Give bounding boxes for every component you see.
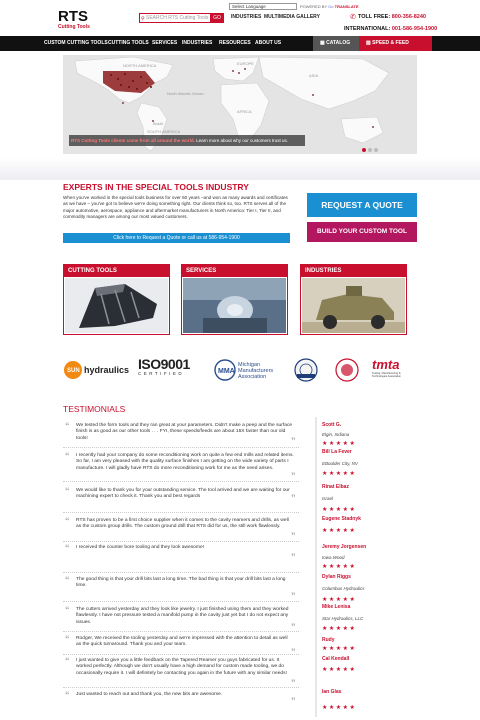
quote-open-icon: “ xyxy=(65,605,70,615)
star-rating: ★★★★★ xyxy=(322,507,357,513)
testimonial-text: RTS has proven to be a first choice supplier when it comes to the cavity reamers and drills, as well as the custom group drills. The custom ground drill that RTS did for us, the still work flawlessly. xyxy=(76,518,289,530)
quote-open-icon: “ xyxy=(65,451,70,461)
mma-line1: Michigan xyxy=(238,362,261,368)
star-rating: ★★★★★ xyxy=(322,471,357,477)
tile-industries-label: INDUSTRIES xyxy=(301,265,406,277)
tile-cutting-tools-label: CUTTING TOOLS xyxy=(64,265,169,277)
star-rating: ★★★★★ xyxy=(322,528,357,534)
quote-open-icon: “ xyxy=(65,690,70,700)
quote-close-icon: ” xyxy=(291,678,296,688)
seal-1-mark xyxy=(292,357,320,383)
sun-hydraulics-logo xyxy=(63,357,131,383)
quote-close-icon: ” xyxy=(291,591,296,601)
testimonial-author-name: Eugene Stadnyk xyxy=(322,516,361,522)
search-go-button[interactable]: GO xyxy=(210,13,224,23)
tmta-logo xyxy=(372,357,416,383)
testimonial-separator xyxy=(63,481,299,482)
map-label-asia: ASIA xyxy=(309,73,319,78)
testimonial-separator xyxy=(63,541,299,542)
mma-line2: Manufacturers xyxy=(238,368,274,374)
star-rating: ★★★★★ xyxy=(322,667,357,673)
testimonial-author-name: Scott G. xyxy=(322,422,342,428)
tile-industries[interactable] xyxy=(300,264,407,335)
tile-services[interactable] xyxy=(181,264,288,335)
star-rating: ★★★★★ xyxy=(322,705,357,711)
build-custom-tool-button[interactable]: BUILD YOUR CUSTOM TOOL xyxy=(307,222,417,242)
quote-open-icon: “ xyxy=(65,516,70,526)
seal-logo-1 xyxy=(292,357,320,383)
powered-by-translate: POWERED BY Go TRANSLATE xyxy=(300,4,359,9)
star-rating: ★★★★★ xyxy=(322,441,357,447)
header-link-industries[interactable]: INDUSTRIES xyxy=(231,14,262,20)
services-graphic xyxy=(183,278,286,333)
map-caption-b: Learn more about why our customers trust us. xyxy=(196,138,288,143)
svg-text:SUN: SUN xyxy=(67,368,80,374)
star-rating: ★★★★★ xyxy=(322,564,357,570)
testimonial-author-name: Cal Kendall xyxy=(322,656,350,662)
iso-9001-logo xyxy=(138,357,204,383)
nav-services[interactable]: SERVICES xyxy=(152,40,178,46)
calculator-icon: ▧ xyxy=(366,40,373,46)
testimonial-text: The cutters arrived yesterday and they look like jewelry. I just finished using them and they worked flawlessly. I have not pressure tested a manifold pump in the cavity just yet but I do not expect any issues. xyxy=(76,607,289,625)
quote-close-icon: ” xyxy=(291,552,296,562)
request-quote-call-bar[interactable]: Click here to Request a Quote or call us at 586-954-1900 xyxy=(63,233,290,243)
map-label-europe: EUROPE xyxy=(237,61,254,66)
testimonial-text: The good thing is that your drill bits last a long time. The bad thing is that your drill bits last a long time. xyxy=(76,577,286,589)
testimonial-author-name: Mike Lenisa xyxy=(322,604,351,610)
testimonial-text: We tested the form tools and they ran great at your parameters. Didn't make a peep and the surface finish is as good as our other tools . . . FYI, these speeds/feeds are about 15X faster than our old tools! xyxy=(76,423,293,441)
testimonial-separator xyxy=(63,654,299,655)
map-caption-a: RTS Cutting Tools clients come from all around the world. xyxy=(71,138,195,143)
header-link-multimedia[interactable]: MULTIMEDIA GALLERY xyxy=(264,14,320,20)
quote-open-icon: “ xyxy=(65,543,70,553)
quote-close-icon: ” xyxy=(291,436,296,446)
star-rating: ★★★★★ xyxy=(322,646,357,652)
nav-about-us[interactable]: ABOUT US xyxy=(255,40,282,46)
mma-mark xyxy=(214,357,276,383)
testimonial-author-company: EBoulder City, NV xyxy=(322,461,358,466)
cutting-tool-image xyxy=(65,278,168,333)
sun-hydraulics-mark xyxy=(63,357,131,383)
map-label-brazil: Brazil xyxy=(153,121,164,126)
rts-logo[interactable] xyxy=(58,10,98,30)
mma-logo xyxy=(214,357,276,383)
slider-dot-1[interactable] xyxy=(362,148,366,152)
slider-dot-2[interactable] xyxy=(368,148,372,152)
experts-title: EXPERTS IN THE SPECIAL TOOLS INDUSTRY xyxy=(63,182,249,192)
cutting-tool-graphic xyxy=(65,278,168,333)
book-icon: ▦ xyxy=(320,40,327,46)
phone-icon: ✆ xyxy=(350,14,356,21)
testimonial-text: Rodger, We received the tooling yesterday and we're impressed with the attention to detail as well as the quick turnaround. Thank you and your team. xyxy=(76,636,288,648)
quote-close-icon: ” xyxy=(291,622,296,632)
tmta-text: tmta xyxy=(372,357,400,372)
testimonial-text: I recently had your company do some reconditioning work on quite a few end mills and related items. So far, I am very pleased with the quality surface finishes I am getting on the wide variety of parts I manufacture. I will gladly have RTS do more reconditioning work for me as the need arises. xyxy=(76,453,294,471)
map-label-africa: AFRICA xyxy=(237,109,252,114)
services-image xyxy=(183,278,286,333)
mma-line3: Association xyxy=(238,374,267,380)
search-placeholder: SEARCH RTS Cutting Tools xyxy=(146,15,209,21)
testimonial-separator xyxy=(63,601,299,602)
testimonials-title: TESTIMONIALS xyxy=(63,404,126,414)
main-nav xyxy=(0,36,480,51)
translate-link[interactable]: TRANSLATE xyxy=(334,4,359,9)
toll-number[interactable]: 800-356-8240 xyxy=(391,14,426,20)
nav-resources[interactable]: RESOURCES xyxy=(219,40,251,46)
catalog-label: CATALOG xyxy=(326,40,351,46)
testimonial-author-name: Jeremy Jorgensen xyxy=(322,544,367,550)
language-select[interactable]: Select Language xyxy=(229,3,297,10)
catalog-button[interactable] xyxy=(313,36,359,51)
quote-open-icon: “ xyxy=(65,421,70,431)
quote-close-icon: ” xyxy=(291,471,296,481)
quote-open-icon: “ xyxy=(65,575,70,585)
sun-logo-text: hydraulics xyxy=(84,365,130,375)
speed-feed-calculator-button[interactable] xyxy=(359,36,432,51)
industries-image xyxy=(302,278,405,333)
testimonial-author-company: Israel xyxy=(322,496,334,501)
testimonial-text: We would like to thank you for your outstanding service. The tool arrived and we are waiting for our machining expert to check it. Thank you and best regards xyxy=(76,488,290,500)
testimonial-author-company: Star Hydraulics, LLC xyxy=(322,616,364,621)
quote-open-icon: “ xyxy=(65,486,70,496)
map-label-south-america: SOUTH AMERICA xyxy=(147,129,181,134)
quote-close-icon: ” xyxy=(291,696,296,706)
tmta-sub-text: Tooling, Manufacturing & Technologies Association xyxy=(372,372,401,379)
nav-custom-cutting-tools[interactable]: CUSTOM CUTTING TOOLS xyxy=(44,40,108,46)
tile-services-label: SERVICES xyxy=(182,265,287,277)
testimonial-separator xyxy=(63,447,299,448)
testimonial-author-company: Columbus Hydraulics xyxy=(322,586,365,591)
tile-cutting-tools[interactable] xyxy=(63,264,170,335)
testimonial-author-name: Dylan Riggs xyxy=(322,574,351,580)
experts-body: When you've worked in the special tools business for over 60 years –and won as many awards and certificates as we have – you've got to believe we're doing something right. Our clients think so, too. RTS serves all of the major automotive, aerospace, appliance and aftermarket manufacturers in North America: Tier I, Tier II, and commodity managers are among our most valued customers. xyxy=(63,195,288,219)
slider-dots xyxy=(362,139,380,157)
seal-2-mark xyxy=(333,357,361,383)
testimonial-separator xyxy=(63,631,299,632)
quote-close-icon: ” xyxy=(291,493,296,503)
star-rating: ★★★★★ xyxy=(322,626,357,632)
seal-logo-2 xyxy=(333,357,361,383)
powered-text: POWERED BY xyxy=(300,4,328,9)
testimonial-separator xyxy=(63,572,299,573)
testimonial-text: Just wanted to reach out and thank you, the new bits are awesome. xyxy=(76,692,223,697)
logo-tagline: Cutting Tools xyxy=(58,24,90,30)
request-quote-button[interactable]: REQUEST A QUOTE xyxy=(307,193,417,217)
logo-text: RTS xyxy=(58,8,88,25)
map-label-atlantic: North Atlantic Ocean xyxy=(167,91,204,96)
testimonials-side-divider xyxy=(315,417,317,717)
testimonial-author-company: Iowa Wood xyxy=(322,555,345,560)
iso-sub-text: CERTIFIED xyxy=(138,371,185,376)
calculator-label: SPEED & FEED xyxy=(372,40,409,46)
search-icon: ⚲ xyxy=(141,16,145,22)
header xyxy=(0,0,480,36)
testimonial-text: I received the counter bore tooling and they look awesome! xyxy=(76,545,205,550)
intl-label: INTERNATIONAL: xyxy=(344,26,391,32)
intl-number[interactable]: 001-586-954-1900 xyxy=(391,26,438,32)
testimonial-text: I just wanted to give you a little feedback on the Tapered Reamer you guys fabricated for us. It worked perfectly. Although we don't usually have a high demand for custom made tooling, we do occasionally require it. I will definitely be contacting you again in the future with any similar needs! xyxy=(76,658,287,676)
nav-industries[interactable]: INDUSTRIES xyxy=(182,40,213,46)
section-band xyxy=(0,158,480,180)
toll-free xyxy=(358,14,426,20)
nav-cutting-tools[interactable]: CUTTING TOOLS xyxy=(108,40,149,46)
map-caption[interactable] xyxy=(69,135,305,146)
testimonial-author-name: Rudy xyxy=(322,637,335,643)
iso-text: ISO9001 xyxy=(138,356,190,372)
star-rating: ★★★★★ xyxy=(322,597,357,603)
quote-open-icon: “ xyxy=(65,656,70,666)
testimonial-separator xyxy=(63,687,299,688)
testimonial-author-name: Ian Glas xyxy=(322,689,342,695)
international-phone xyxy=(344,26,437,32)
testimonial-author-name: Rinat Elbaz xyxy=(322,484,349,490)
quote-open-icon: “ xyxy=(65,634,70,644)
testimonial-separator xyxy=(63,512,299,513)
quote-close-icon: ” xyxy=(291,531,296,541)
industries-graphic xyxy=(302,278,405,333)
testimonial-author-name: Bill La Fever xyxy=(322,449,352,455)
slider-dot-3[interactable] xyxy=(374,148,378,152)
quote-close-icon: ” xyxy=(291,647,296,657)
svg-text:MMA: MMA xyxy=(218,368,235,375)
testimonial-author-company: Elgin, Indiana xyxy=(322,432,350,437)
map-label-north-america: NORTH AMERICA xyxy=(123,63,157,68)
toll-label: TOLL FREE: xyxy=(358,14,391,20)
